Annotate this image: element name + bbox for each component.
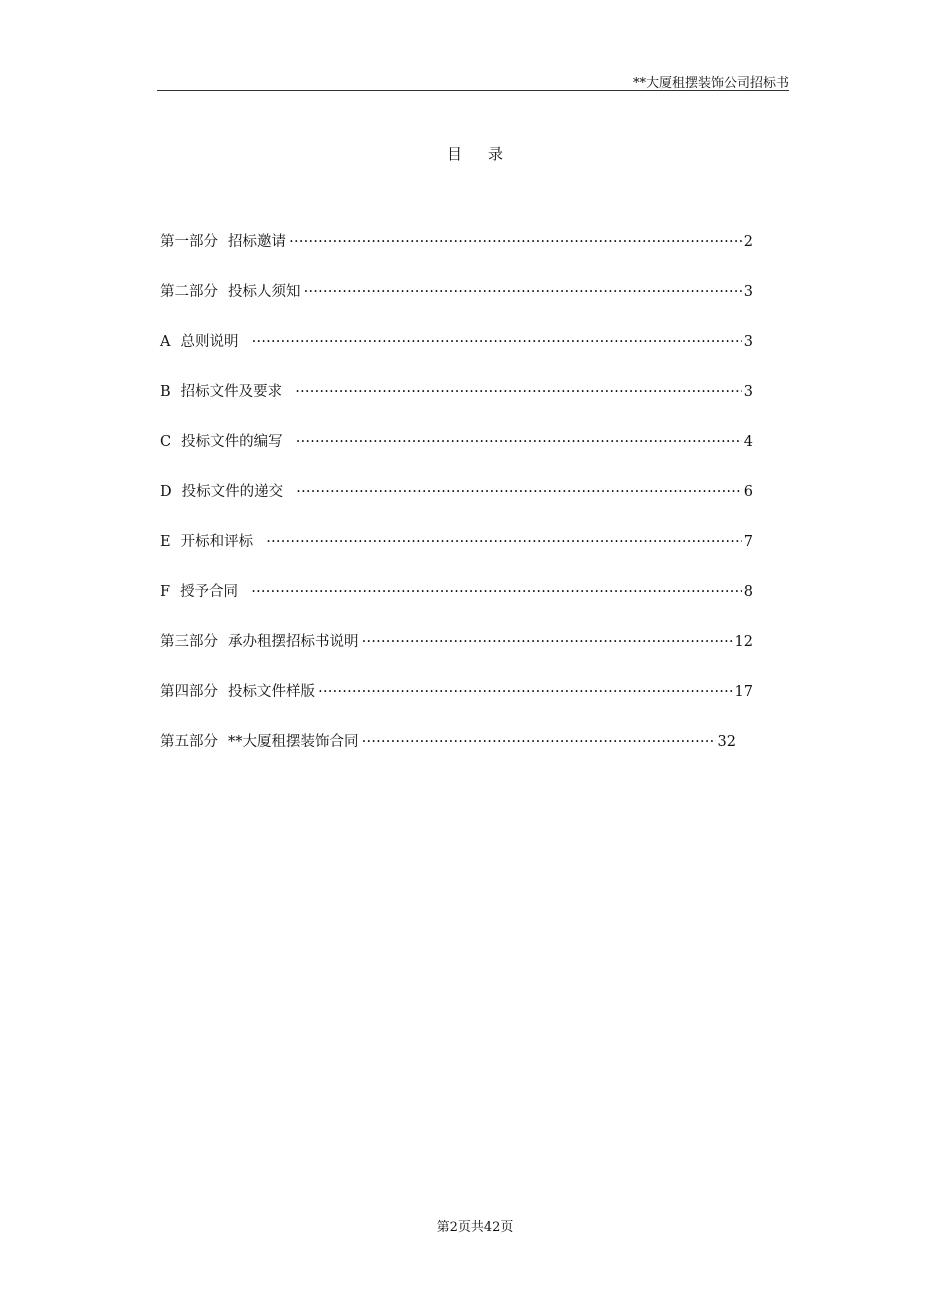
- toc-entry-label: A 总则说明: [160, 334, 239, 350]
- table-of-contents: [160, 230, 753, 780]
- toc-leader-dots: [251, 582, 742, 597]
- toc-entry-label: B 招标文件及要求: [160, 384, 283, 400]
- toc-entry-label: E 开标和评标: [160, 534, 254, 550]
- toc-leader-dots: [289, 232, 742, 247]
- toc-entry-page: 3: [743, 384, 753, 400]
- toc-title: 目录: [446, 145, 529, 163]
- toc-entry-section-a[interactable]: [160, 330, 753, 380]
- page-footer: 第2页共42页: [436, 1220, 514, 1235]
- toc-leader-dots: [362, 632, 733, 647]
- toc-entry-page: 32: [717, 734, 736, 750]
- toc-leader-dots: [295, 382, 742, 397]
- toc-entry-page: 17: [734, 684, 753, 700]
- toc-entry-label: 第三部分 承办租摆招标书说明: [160, 634, 359, 650]
- toc-entry-part-5[interactable]: [160, 730, 736, 780]
- toc-entry-part-4[interactable]: [160, 680, 753, 730]
- toc-entry-page: 6: [743, 484, 753, 500]
- toc-entry-page: 2: [743, 234, 753, 250]
- page-header: [157, 70, 789, 91]
- toc-entry-page: 12: [734, 634, 753, 650]
- toc-entry-part-3[interactable]: [160, 630, 753, 680]
- toc-entry-label: 第二部分 投标人须知: [160, 284, 301, 300]
- toc-entry-label: F 授予合同: [160, 584, 239, 600]
- toc-entry-section-b[interactable]: [160, 380, 753, 430]
- toc-leader-dots: [362, 732, 716, 747]
- toc-leader-dots: [304, 282, 742, 297]
- toc-leader-dots: [251, 332, 741, 347]
- toc-entry-part-2[interactable]: [160, 280, 753, 330]
- toc-entry-part-1[interactable]: [160, 230, 753, 280]
- toc-entry-page: 7: [743, 534, 753, 550]
- toc-entry-label: C 投标文件的编写: [160, 434, 283, 450]
- toc-entry-section-f[interactable]: [160, 580, 753, 630]
- toc-leader-dots: [318, 682, 733, 697]
- header-title: **大厦租摆装饰公司招标书: [632, 76, 789, 91]
- toc-leader-dots: [296, 482, 742, 497]
- toc-leader-dots: [296, 432, 742, 447]
- toc-entry-label: 第一部分 招标邀请: [160, 234, 286, 250]
- toc-leader-dots: [266, 532, 742, 547]
- toc-entry-page: 3: [743, 334, 753, 350]
- toc-entry-section-d[interactable]: [160, 480, 753, 530]
- toc-entry-section-c[interactable]: [160, 430, 753, 480]
- toc-entry-label: D 投标文件的递交: [160, 484, 284, 500]
- toc-entry-page: 8: [743, 584, 753, 600]
- toc-entry-label: 第五部分 **大厦租摆装饰合同: [160, 734, 359, 750]
- toc-entry-page: 3: [743, 284, 753, 300]
- toc-entry-label: 第四部分 投标文件样版: [160, 684, 315, 700]
- toc-entry-page: 4: [743, 434, 753, 450]
- toc-entry-section-e[interactable]: [160, 530, 753, 580]
